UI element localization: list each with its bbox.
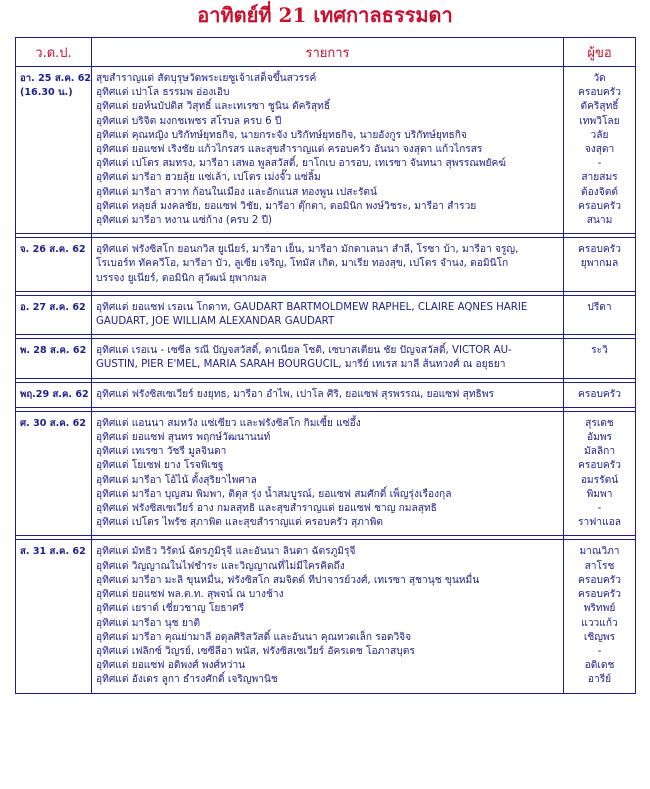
items-cell-line: อุทิศแด่ ยอแซฟ พล.ต.ท. สุพจน์ ณ บางช้าง [96, 589, 284, 601]
items-cell-line: สุขสำราญแด่ สัตบุรุษวัดพระเยซูเจ้าเสด็จขึ้นสวรรค์ [96, 73, 317, 84]
items-cell-line: อุทิศแด่ เปโตร สมทรง, มารีอา เสพอ พูลสวัสดิ์, ยาโกเบ อารอบ, เทเรซา จันทนา สุพรรณพยัคฆ์ [96, 158, 506, 170]
requester-cell-line: พริทพย์ [583, 603, 616, 615]
date-cell [16, 67, 92, 234]
requester-cell-line: สนาม [586, 215, 613, 227]
items-cell [92, 540, 564, 693]
items-cell-line: อุทิศแด่ เทเรซา วัชรี มูลจินดา [96, 446, 227, 458]
requester-cell-line: จงสุดา [584, 144, 615, 156]
table-row [16, 540, 636, 693]
requester-cell [564, 339, 636, 378]
requester-cell-line: อารีย์ [587, 674, 612, 686]
requester-cell-line: มัลลิกา [583, 446, 616, 458]
header-items: รายการ [92, 38, 564, 67]
date-cell-line: อา. 25 ส.ค. 62 [20, 73, 92, 84]
table-row [16, 339, 636, 378]
requester-cell-line: ครอบครัว [578, 574, 621, 586]
date-cell-line: จ. 26 ส.ค. 62 [20, 244, 86, 256]
requester-cell [564, 295, 636, 334]
items-cell-line: อุทิศแด่ มารีอา หงาน แซ่ก้าง (ครบ 2 ปี) [96, 215, 273, 227]
requester-cell-line: ระวิ [591, 345, 608, 357]
items-cell-line: อุทิศแด่ เปาโล ธรรมพ อ่องเอิบ [96, 87, 230, 99]
date-cell [16, 339, 92, 378]
date-cell-line: (16.30 น.) [20, 87, 73, 99]
items-cell-line: อุทิศแด่ ฟรังซิสเซเวียร์ อาง กมลสุทธิ และสุขสำราญแด่ ยอแซฟ ชาญ กมลสุทธิ [96, 503, 437, 515]
table-row [16, 238, 636, 292]
requester-cell-line: สาโรช [584, 560, 615, 572]
items-cell-line: บรรจง ยูเนียร์, ดอมินิก สุวัฒน์ ยุพากมล [96, 272, 267, 284]
items-cell-line: อุทิศแด่ มารีอา โอ้ไน้ ตั้งสุริยาไพศาล [96, 474, 257, 486]
items-cell-line: อุทิศแด่ เยราด์ เชี่ยวชาญ โยธาศรี [96, 603, 245, 615]
header-date: ว.ด.ป. [16, 38, 92, 67]
items-cell-line: อุทิศแด่ อังเดร ลูกา ธำรงศักดิ์ เจริญพานิช [96, 674, 278, 686]
items-cell [92, 411, 564, 536]
requester-cell-line: พิมพา [586, 488, 613, 500]
items-cell [92, 295, 564, 334]
items-cell [92, 67, 564, 234]
items-cell-line: อุทิศแด่ ยอแซฟ เริงชัย แก้วไกรสร และสุขสำราญแด่ ครอบครัว อันนา จงสุดา แก้วไกรสร [96, 144, 483, 156]
date-cell-line: อ. 27 ส.ค. 62 [20, 301, 86, 313]
requester-cell-line: - [597, 645, 602, 657]
items-cell-line: อุทิศแด่ ยอแซฟ สุนทร พฤกษ์วัฒนานนท์ [96, 432, 271, 444]
requester-cell-line: เทพวิโลย [579, 115, 620, 127]
items-cell-line: อุทิศแด่ มารีอา มะลิ ขุนหมื่น, ฟรังซิสโก สมจิตต์ ทีปาจารย์วงศ์, เทเรซา สุชานุช ขุนหมื่น [96, 574, 480, 586]
requester-cell-line: เชิญพร [583, 631, 616, 643]
items-cell-line: อุทิศแด่ เฟลิกซ์ วิญรย์, เซซีลีอา พนัส, ฟรังซิสเซเวียร์ อัครเดช โอภาสบุตร [96, 645, 415, 657]
requester-cell-line: แววแก้ว [581, 617, 618, 629]
requester-cell-line: ตัคริสุทธิ์ [580, 101, 619, 113]
date-cell-line: พ. 28 ส.ค. 62 [20, 345, 87, 357]
table-header-row [16, 38, 636, 67]
requester-cell-line: อมรรัตน์ [580, 474, 619, 486]
requester-cell-line: อดิเดช [584, 660, 615, 672]
items-cell-line: อุทิศแด่ เปโตร ไพรัช สุภาพิต และสุขสำราญแด่ ครอบครัว สุภาพิต [96, 517, 383, 529]
items-cell-line: อุทิศแด่ ยอแซฟ อดิพงศ์ พงศ์หว่าน [96, 660, 246, 672]
items-cell-line: อุทิศแด่ มารีอา นุช ยาติ [96, 617, 201, 629]
items-cell-line: อุทิศแด่ มารีอา คุณย่ามาลี อดุลศิริสวัสดิ์ และอันนา คุณทวดเล็ก รอดวิจิจ [96, 631, 412, 643]
items-cell [92, 382, 564, 407]
items-cell-line: อุทิศแด่ มารีอา สวาท ก้อนในเมือง และอักแนส ทองพูน เปสะรัตน์ [96, 186, 378, 198]
requester-cell-line: ครอบครัว [578, 388, 621, 400]
date-cell [16, 411, 92, 536]
items-cell-line: อุทิศแด่ ฟรังซิสโก ยอนกวิส ยูเนียร์, มารีอา เย็น, มารีอา มักดาเลนา สำลี, โรซา บ้า, มารีอา จรูญ, [96, 244, 519, 256]
requester-cell-line: - [597, 158, 602, 170]
items-cell [92, 238, 564, 292]
page-title: อาทิตย์ที่ 21 เทศกาลธรรมดา [197, 3, 453, 27]
table-row [16, 67, 636, 234]
requester-cell-line: ยุพากมล [580, 258, 619, 270]
requester-cell-line: ครอบครัว [578, 87, 621, 99]
requester-cell-line: ครอบครัว [578, 460, 621, 472]
items-cell-line: อุทิศแด่ แอนนา สมหวัง แซ่เซียว และฟรังซิสโก กิมเซี้ย แซ่อึ้ง [96, 417, 361, 429]
items-cell-line: อุทิศแด่ วิญญาณในไฟชำระ และวิญญาณที่ไม่มีใครคิดถึง [96, 560, 345, 572]
items-cell-line: GUSTIN, PIER E'MEL, MARIA SARAH BOURGUCIL, มารีย์ เทเรส มาลี ส้นทวงศ์ ณ อยุธยา [96, 359, 506, 371]
table-row [16, 382, 636, 407]
date-cell [16, 540, 92, 693]
items-cell-line: อุทิศแด่ เรอเน - เซซีล รณี ปัญจสวัสดิ์, ดาเนียล โชติ, เซบาสเตียน ชัย ปัญจสวัสดิ์, VICTOR AU- [96, 345, 512, 357]
requester-cell [564, 238, 636, 292]
requester-cell-line: อัมพร [586, 432, 613, 444]
requester-cell-line: ครอบครัว [578, 589, 621, 601]
date-cell-line: ศ. 30 ส.ค. 62 [20, 417, 87, 429]
requester-cell [564, 67, 636, 234]
requester-cell-line: สุรเดช [585, 417, 614, 429]
items-cell-line: อุทิศแด่ ยอแซฟ เรอเน โกดาท, GAUDART BARTMOLDMEW RAPHEL, CLAIRE AQNES HARIE [96, 301, 528, 313]
requester-cell-line: วลัย [590, 129, 609, 141]
requester-cell-line: ต้องจิตต์ [581, 186, 618, 198]
items-cell-line: อุทิศแด่ โยเซฟ ยาง โรจพิเชฐ [96, 460, 224, 472]
requester-cell-line: มาณวิภา [579, 546, 620, 558]
requester-cell [564, 540, 636, 693]
items-cell-line: โรเบอร์ท ทัคควีโอ, มารีอา บัว, ลูเซีย เจริญ, โทมัส เกิด, มาเรีย ทองสุข, เปโตร จำนง, ดอมินิโก [96, 258, 509, 270]
items-cell-line: อุทิศแด่ บริจิต มงกชเพชร สโรบล ครบ 6 ปี [96, 115, 282, 127]
date-cell [16, 238, 92, 292]
requester-cell [564, 382, 636, 407]
requester-cell-line: วัด [593, 73, 606, 84]
items-cell-line: อุทิศแด่ คุณหญิง บริกัทษ์ยุทธกิจ, นายกระจัง บริกัทษ์ยุทธกิจ, นายอังกูร บริกัทษ์ยุทธกิจ [96, 129, 467, 141]
date-cell-line: ส. 31 ส.ค. 62 [20, 546, 86, 558]
items-cell-line: อุทิศแด่ ฟรังซิสเซเวียร์ ยงยุทธ, มารีอา อำไพ, เปาโล ศิริ, ยอแซฟ สุรพรรณ, ยอแซฟ สุทธิพร [96, 388, 494, 400]
table-row [16, 295, 636, 334]
date-cell-line: พฤ.29 ส.ค. 62 [20, 388, 89, 400]
items-cell-line: อุทิศแด่ มารีอา ฮวยลุ้ย แซ่เล้า, เปโตร เม่งจั๊ว แซ่ลิ้ม [96, 172, 321, 184]
items-cell-line: GAUDART, JOE WILLIAM ALEXANDAR GAUDART [96, 316, 335, 328]
items-cell-line: อุทิศแด่ มารีอา บุญสม พิมพา, ติตุส รุ่ง น้ำสมบูรณ์, ยอแซฟ สมศักดิ์ เพ็ญรุ่งเรืองกุล [96, 488, 452, 500]
items-cell-line: อุทิศแด่ มัทธิว วิรัตน์ ฉัตรภูมิรุจี และอันนา ลินดา ฉัตรภูมิรุจี [96, 546, 356, 558]
requester-cell-line: สายสมร [581, 172, 618, 184]
header-requester: ผู้ขอ [564, 38, 636, 67]
items-cell-line: อุทิศแด่ ยอห์นบัปติส วิสุทธิ์ และเทเรซา ชูนิน ตัคริสุทธิ์ [96, 101, 331, 113]
requester-cell-line: ครอบครัว [578, 200, 621, 212]
date-cell [16, 295, 92, 334]
requester-cell [564, 411, 636, 536]
requester-cell-line: ปรีดา [587, 301, 612, 313]
items-cell [92, 339, 564, 378]
requester-cell-line: ครอบครัว [578, 244, 621, 256]
table-row [16, 411, 636, 536]
requester-cell-line: ราฟาแอล [577, 517, 622, 529]
requester-cell-line: - [597, 503, 602, 515]
date-cell [16, 382, 92, 407]
intentions-table [15, 37, 636, 694]
items-cell-line: อุทิศแด่ หลุยส์ มงคลชัย, ยอแซฟ วิชัย, มารีอา ตุ๊กตา, ดอมินิก พงษ์วิชระ, มารีอา สำรวย [96, 200, 477, 212]
